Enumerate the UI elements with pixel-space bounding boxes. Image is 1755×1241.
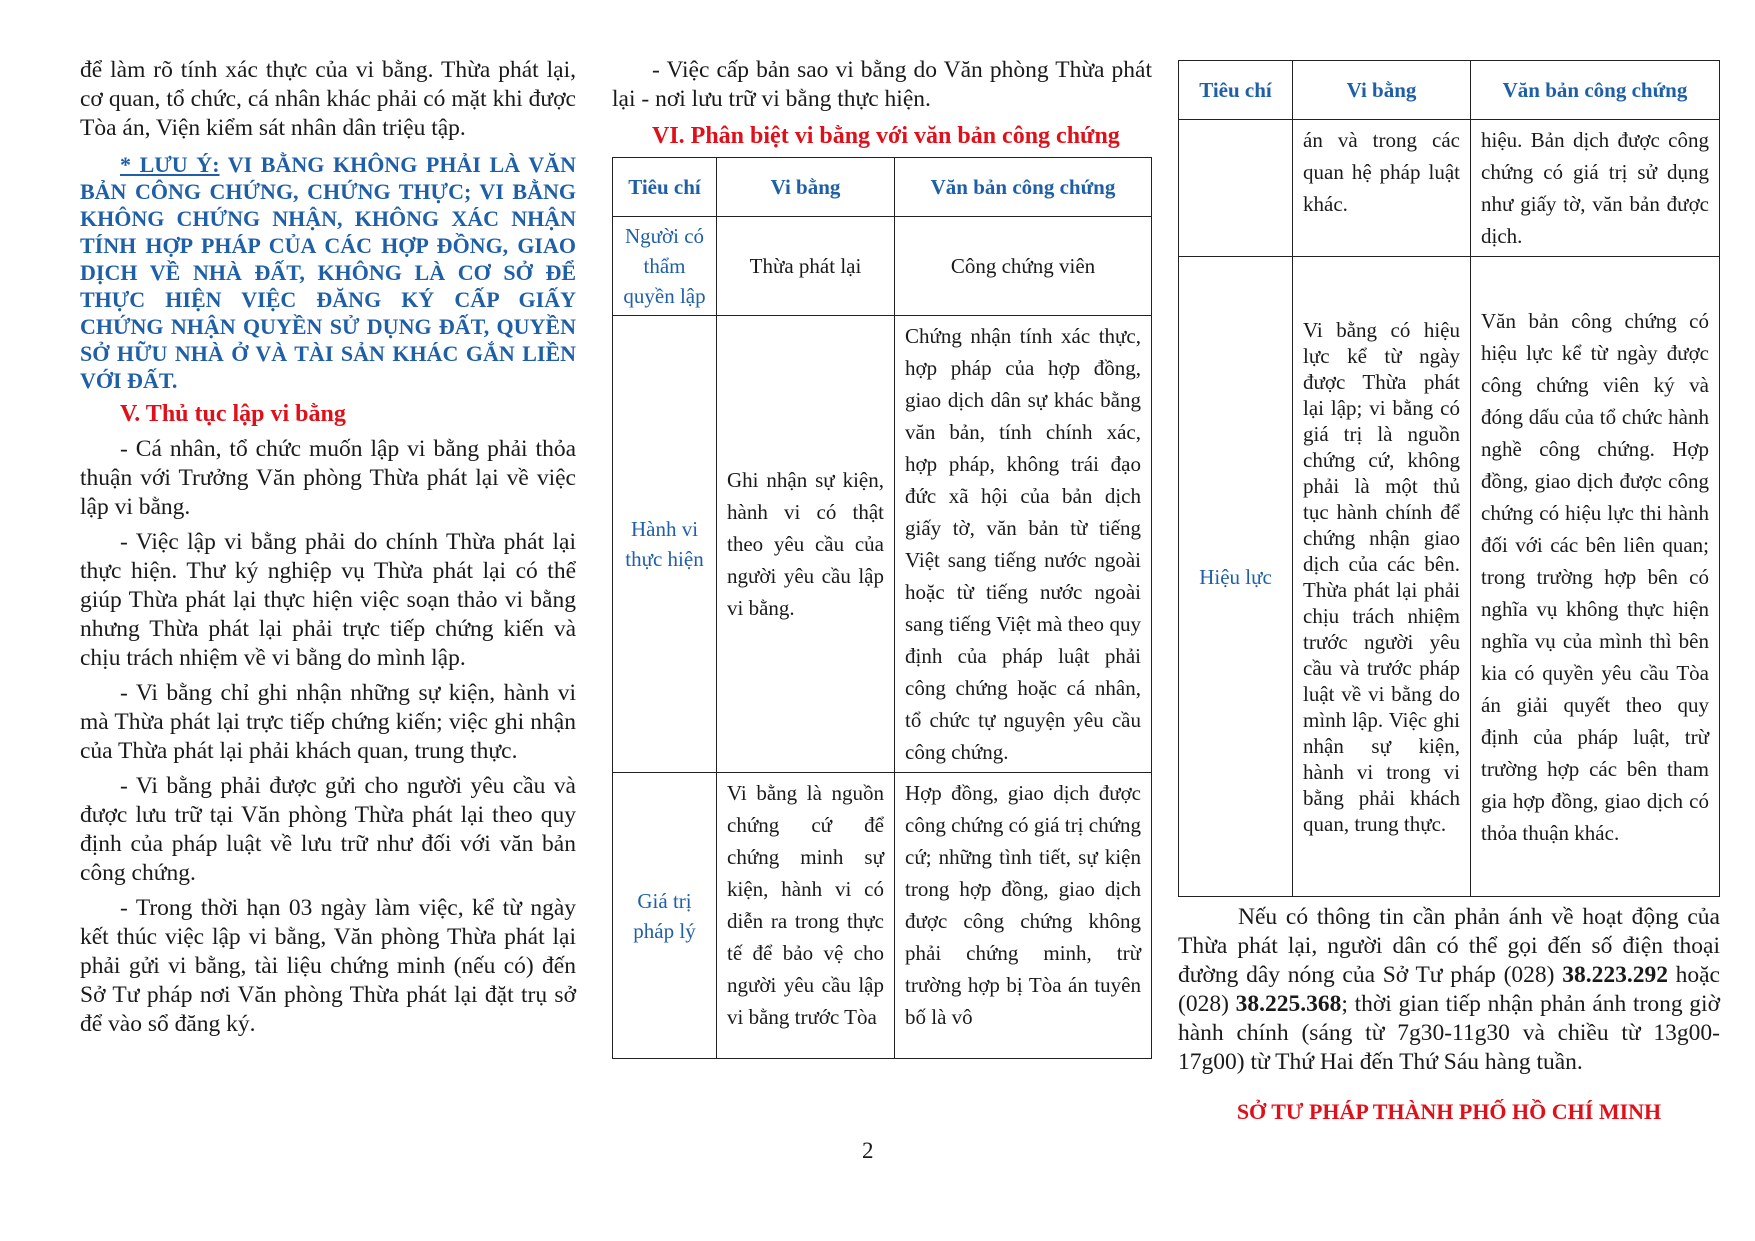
hotline-number-2: 38.225.368 [1235, 991, 1342, 1017]
row-cong-chung: Công chứng viên [895, 217, 1152, 316]
page-number: 2 [862, 1138, 874, 1163]
comparison-table-part-2 [1178, 60, 1720, 897]
contact-paragraph [1178, 903, 1720, 1077]
procedure-paragraph-5: - Trong thời hạn 03 ngày làm việc, kể từ ngày kết thúc việc lập vi bằng, Văn phòng Thừa phát lại phải gửi vi bằng, tài liệu chứng minh (nếu có) đến Sở Tư pháp nơi Văn phòng Thừa phát lại đặt trụ sở để vào sổ đăng ký. [80, 895, 576, 1037]
middle-column [612, 56, 1152, 1059]
section-v-heading: V. Thủ tục lập vi bằng [120, 401, 346, 427]
intro-paragraph: để làm rõ tính xác thực của vi bằng. Thừa phát lại, cơ quan, tổ chức, cá nhân khác phải có mặt khi được Tòa án, Viện kiểm sát nhân dân triệu tập. [80, 57, 576, 141]
table-row [1179, 257, 1720, 897]
header-criterion: Tiêu chí [613, 158, 717, 217]
right-column [1178, 60, 1720, 1125]
note-text: VI BẰNG KHÔNG PHẢI LÀ VĂN BẢN CÔNG CHỨNG, CHỨNG THỰC; VI BẰNG KHÔNG CHỨNG NHẬN, KHÔNG XÁC NHẬN TÍNH HỢP PHÁP CỦA CÁC HỢP ĐỒNG, GIAO DỊCH VỀ NHÀ ĐẤT, KHÔNG LÀ CƠ SỞ ĐỂ THỰC HIỆN VIỆC ĐĂNG KÝ CẤP GIẤY CHỨNG NHẬN QUYỀN SỬ DỤNG ĐẤT, QUYỀN SỞ HỮU NHÀ Ở VÀ TÀI SẢN KHÁC GẮN LIỀN VỚI ĐẤT. [80, 152, 576, 393]
procedure-paragraph-2: - Việc lập vi bằng phải do chính Thừa phát lại thực hiện. Thư ký nghiệp vụ Thừa phát lại có thể giúp Thừa phát lại thực hiện việc soạn thảo vi bằng nhưng Thừa phát lại phải trực tiếp chứng kiến và chịu trách nhiệm về vi bằng do mình lập. [80, 529, 576, 671]
contact-text-1: Nếu có thông tin cần phản ánh về hoạt động của Thừa phát lại, người dân có thể gọi đến số điện thoại đường dây nóng của Sở Tư pháp (028) [1178, 904, 1720, 988]
header-cong-chung: Văn bản công chứng [1471, 61, 1720, 120]
row-criterion: Hiệu lực [1179, 257, 1293, 897]
header-vi-bang: Vi bằng [717, 158, 895, 217]
row-cong-chung: hiệu. Bản dịch được công chứng có giá trị sử dụng như giấy tờ, văn bản được dịch. [1471, 120, 1720, 257]
table-header-row [613, 158, 1152, 217]
header-criterion: Tiêu chí [1179, 61, 1293, 120]
section-vi-heading: VI. Phân biệt vi bằng với văn bản công chứng [652, 123, 1120, 149]
copy-paragraph: - Việc cấp bản sao vi bằng do Văn phòng Thừa phát lại - nơi lưu trữ vi bằng thực hiện. [612, 57, 1152, 112]
row-criterion: Hành vi thực hiện [613, 316, 717, 773]
table-row [613, 217, 1152, 316]
note-label: * LƯU Ý: [120, 152, 220, 177]
comparison-table-part-1 [612, 157, 1152, 1059]
row-vi-bang: Vi bằng có hiệu lực kể từ ngày được Thừa phát lại lập; vi bằng có giá trị là nguồn chứng cứ, không phải là một thủ tục hành chính để chứng nhận giao dịch của các bên. Thừa phát lại phải chịu trách nhiệm trước người yêu cầu và trước pháp luật về vi bằng do mình lập. Việc ghi nhận sự kiện, hành vi trong vi bằng phải khách quan, trung thực. [1293, 257, 1471, 897]
row-vi-bang: Vi bằng là nguồn chứng cứ để chứng minh sự kiện, hành vi có diễn ra trong thực tế để bảo vệ cho người yêu cầu lập vi bằng trước Tòa [717, 773, 895, 1059]
row-vi-bang: Ghi nhận sự kiện, hành vi có thật theo yêu cầu của người yêu cầu lập vi bằng. [717, 316, 895, 773]
header-cong-chung: Văn bản công chứng [895, 158, 1152, 217]
row-cong-chung: Hợp đồng, giao dịch được công chứng có giá trị chứng cứ; những tình tiết, sự kiện trong hợp đồng, giao dịch được công chứng không phải chứng minh, trừ trường hợp bị Tòa án tuyên bố là vô [895, 773, 1152, 1059]
agency-signature: SỞ TƯ PHÁP THÀNH PHỐ HỒ CHÍ MINH [1236, 1099, 1662, 1124]
procedure-paragraph-4: - Vi bằng phải được gửi cho người yêu cầu và được lưu trữ tại Văn phòng Thừa phát lại theo quy định của pháp luật về lưu trữ như đối với văn bản công chứng. [80, 773, 576, 886]
table-row [1179, 120, 1720, 257]
row-vi-bang: Thừa phát lại [717, 217, 895, 316]
table-row [613, 773, 1152, 1059]
row-cong-chung: Văn bản công chứng có hiệu lực kể từ ngày được công chứng viên ký và đóng dấu của tổ chức hành nghề công chứng. Hợp đồng, giao dịch được công chứng có hiệu lực thi hành đối với các bên liên quan; trong trường hợp bên có nghĩa vụ không thực hiện nghĩa vụ của mình thì bên kia có quyền yêu cầu Tòa án giải quyết theo quy định của pháp luật, trừ trường hợp các bên tham gia hợp đồng, giao dịch có thỏa thuận khác. [1471, 257, 1720, 897]
table-row [613, 316, 1152, 773]
row-criterion [1179, 120, 1293, 257]
row-vi-bang: án và trong các quan hệ pháp luật khác. [1293, 120, 1471, 257]
hotline-number-1: 38.223.292 [1562, 962, 1668, 988]
table-header-row [1179, 61, 1720, 120]
row-criterion: Giá trị pháp lý [613, 773, 717, 1059]
note-warning [80, 151, 576, 394]
row-cong-chung: Chứng nhận tính xác thực, hợp pháp của hợp đồng, giao dịch dân sự khác bằng văn bản, tính chính xác, hợp pháp, không trái đạo đức xã hội của bản dịch giấy tờ, văn bản từ tiếng Việt sang tiếng nước ngoài hoặc từ tiếng nước ngoài sang tiếng Việt mà theo quy định của pháp luật phải công chứng hoặc cá nhân, tổ chức tự nguyện yêu cầu công chứng. [895, 316, 1152, 773]
left-column [80, 56, 576, 1045]
header-vi-bang: Vi bằng [1293, 61, 1471, 120]
row-criterion: Người có thẩm quyền lập [613, 217, 717, 316]
contact-text-2: hoặc (028) [1178, 962, 1720, 1017]
procedure-paragraph-3: - Vi bằng chỉ ghi nhận những sự kiện, hành vi mà Thừa phát lại trực tiếp chứng kiến; việc ghi nhận của Thừa phát lại phải khách quan, trung thực. [80, 680, 576, 764]
procedure-paragraph-1: - Cá nhân, tổ chức muốn lập vi bằng phải thỏa thuận với Trưởng Văn phòng Thừa phát lại về việc lập vi bằng. [80, 436, 576, 520]
contact-text-3: ; thời gian tiếp nhận phản ánh trong giờ hành chính (sáng từ 7g30-11g30 và chiều từ 13g00-17g00) từ Thứ Hai đến Thứ Sáu hàng tuần. [1178, 991, 1720, 1075]
